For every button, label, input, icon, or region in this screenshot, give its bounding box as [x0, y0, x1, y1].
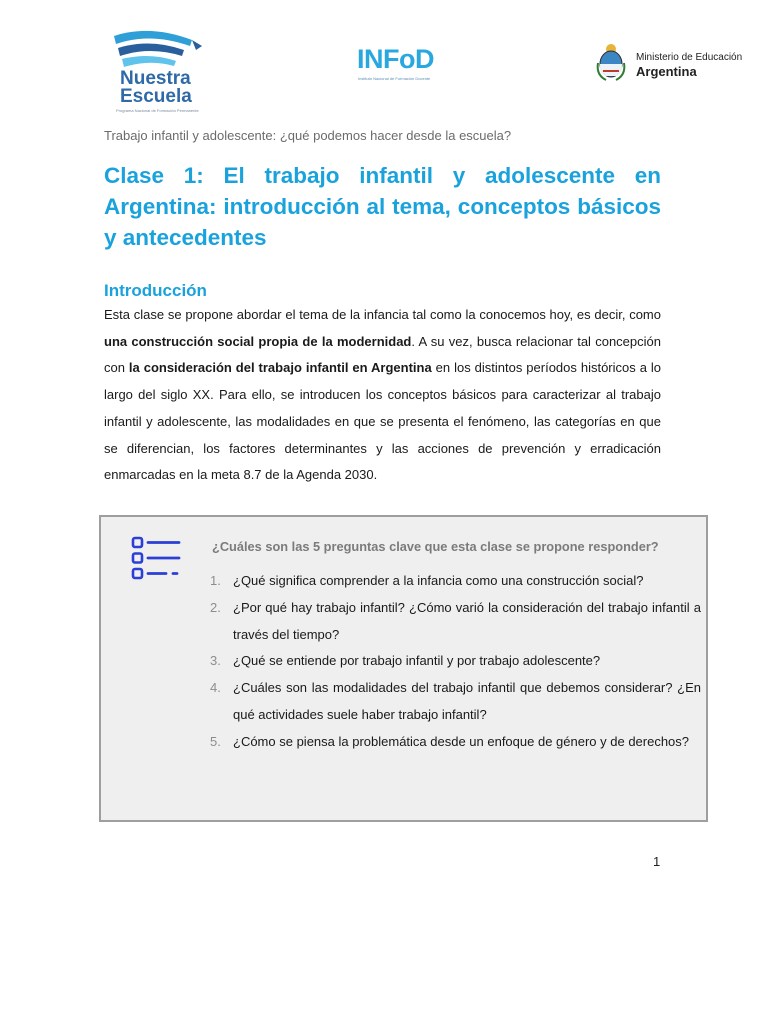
intro-text-1: Esta clase se propone abordar el tema de la infancia tal como la conocemos hoy, es decir, como	[104, 307, 661, 322]
question-item	[210, 648, 701, 675]
intro-text-3: en los distintos períodos históricos a lo largo del siglo XX. Para ello, se introducen los conceptos básicos para caracterizar al trabajo infantil y adolescente, las modalidades en que se presenta el fenómeno, las categorías en que se diferencian, los factores determinantes y las acciones de prevención y erradicación enmarcadas en la meta 8.7 de la Agenda 2030.	[104, 360, 661, 483]
intro-bold-2: la consideración del trabajo infantil en Argentina	[128, 360, 432, 376]
nuestra-escuela-line2: Escuela	[120, 86, 192, 107]
question-number: 4.	[210, 680, 221, 695]
intro-heading: Introducción	[104, 281, 207, 300]
question-item	[210, 595, 701, 648]
questions-title: ¿Cuáles son las 5 preguntas clave que esta clase se propone responder?	[212, 539, 659, 554]
course-title: Trabajo infantil y adolescente: ¿qué podemos hacer desde la escuela?	[104, 128, 512, 143]
infod-logo-subtitle: Instituto Nacional de Formación Docente	[358, 76, 431, 81]
infod-logo-title: INFoD	[357, 44, 434, 74]
intro-text-2: . A su vez, busca relacionar tal concepción con	[104, 333, 661, 376]
question-item	[210, 675, 701, 728]
nuestra-escuela-line1: Nuestra	[120, 68, 191, 89]
question-text: ¿Qué se entiende por trabajo infantil y por trabajo adolescente?	[233, 653, 601, 668]
question-item	[210, 729, 701, 756]
question-text: ¿Por qué hay trabajo infantil? ¿Cómo varió la consideración del trabajo infantil a través del tiempo?	[233, 600, 701, 642]
class-title: Clase 1: El trabajo infantil y adolescente en Argentina: introducción al tema, conceptos básicos y antecedentes	[104, 163, 661, 250]
ministerio-line1: Ministerio de Educación	[636, 52, 743, 63]
page-number: 1	[653, 854, 661, 869]
ministerio-line2: Argentina	[636, 64, 697, 79]
intro-paragraph	[104, 302, 661, 489]
escudo-argentina-icon	[596, 41, 626, 81]
question-item	[210, 568, 701, 595]
question-number: 5.	[210, 734, 221, 749]
question-number: 1.	[210, 573, 221, 588]
question-text: ¿Cuáles son las modalidades del trabajo infantil que debemos considerar? ¿En qué actividades suele haber trabajo infantil?	[233, 680, 701, 722]
intro-bold-1: una construcción social propia de la modernidad	[104, 333, 412, 349]
question-number: 3.	[210, 653, 221, 668]
nuestra-escuela-subtitle: Programa Nacional de Formación Permanente	[116, 108, 199, 113]
question-number: 2.	[210, 600, 221, 615]
question-text: ¿Cómo se piensa la problemática desde un enfoque de género y de derechos?	[233, 734, 690, 749]
question-text: ¿Qué significa comprender a la infancia como una construcción social?	[233, 573, 644, 588]
list-icon	[131, 536, 181, 580]
